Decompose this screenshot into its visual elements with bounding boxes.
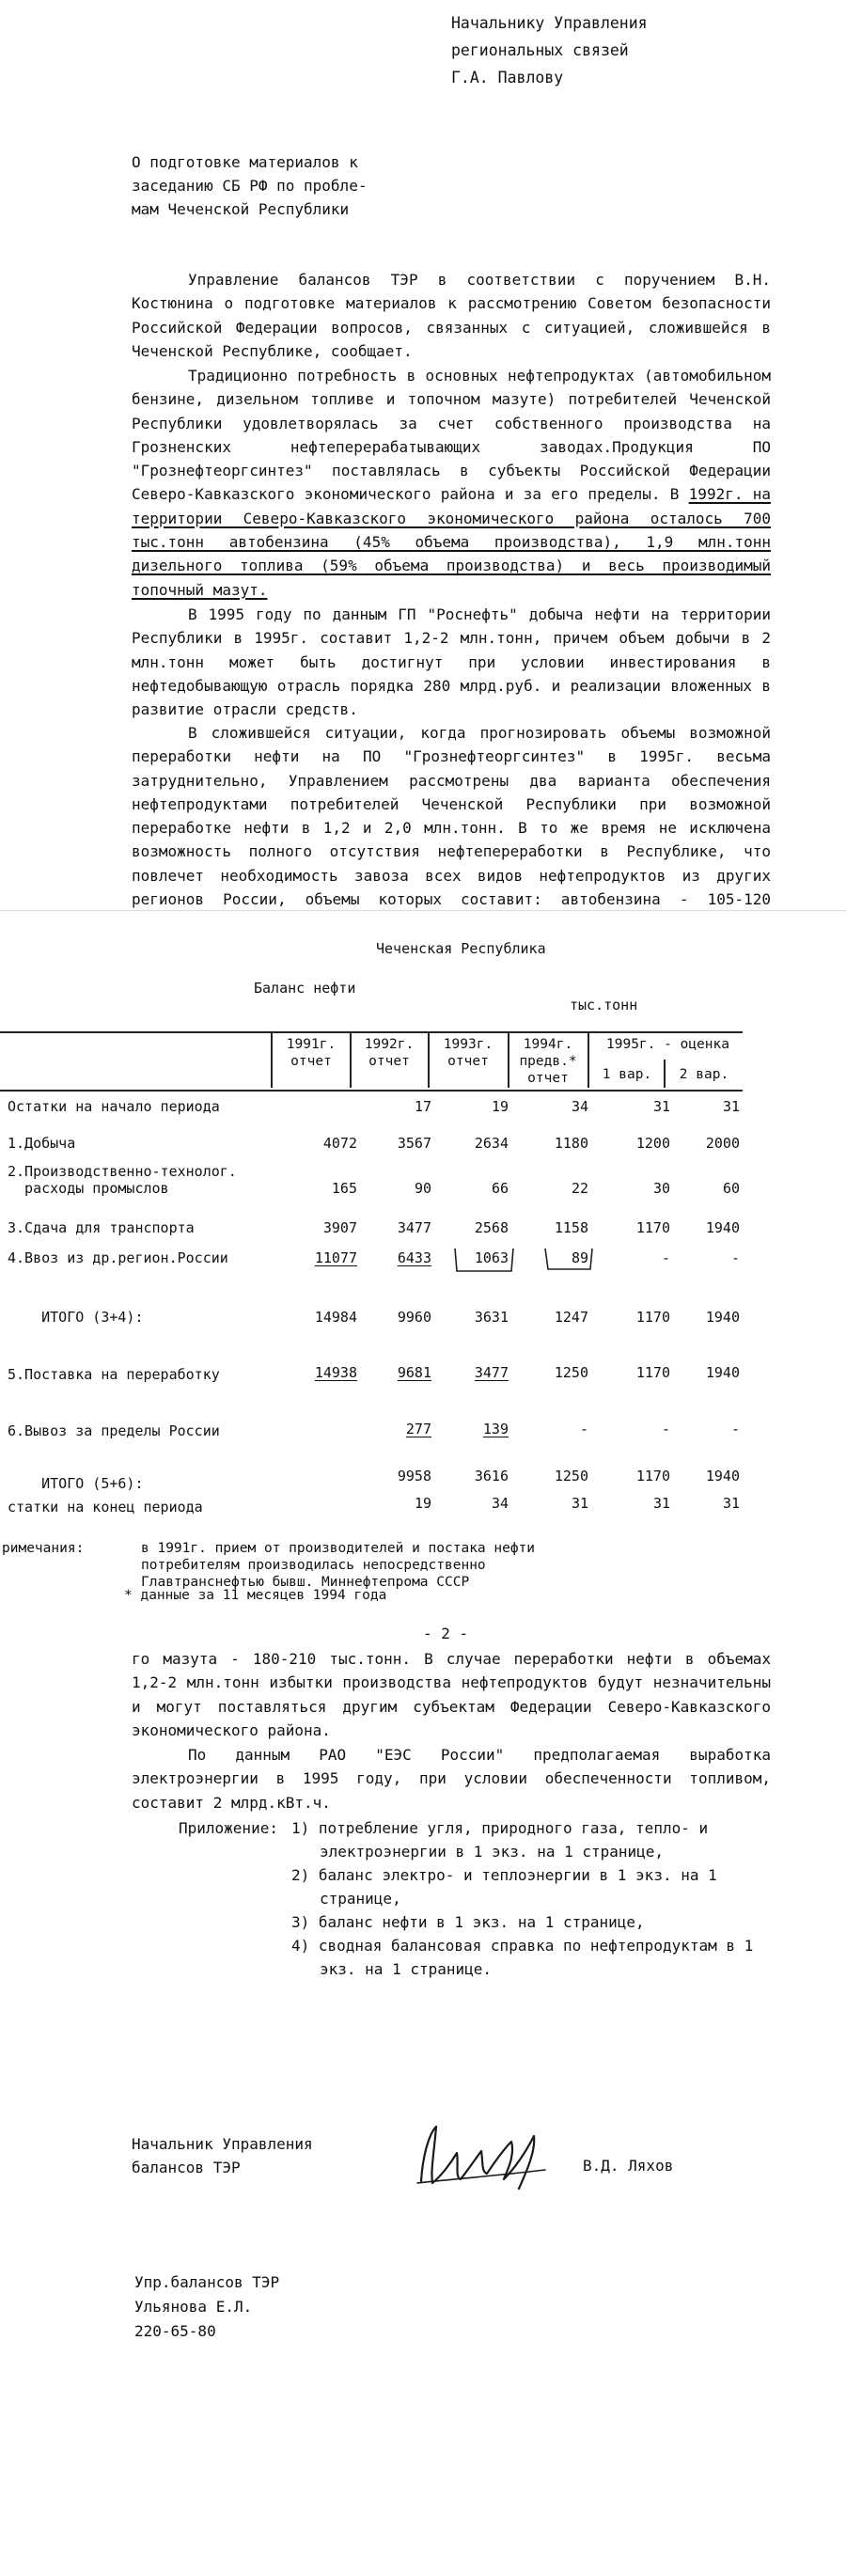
executor-line: 220-65-80 (134, 2322, 216, 2340)
header-1994: 1994г. предв.* отчет (519, 1037, 577, 1086)
table-cell: 4072 (322, 1135, 357, 1152)
addressee-line: региональных связей (451, 41, 629, 59)
letter-paragraph-4: В сложившейся ситуации, когда прогнозировать объемы возможной переработки нефти на ПО "Грознефтеоргсинтез" в 1995г. весьма затруднительно, Управлением рассмотрены два варианта обеспечения нефтепродуктами потребителей Чеченской Республики при возможной переработке нефти в 1,2 и 2,0 млн.тонн. В то же время не исключена возможность полного отсутствия нефтепереработки в Республике, что повлечет необходимость завоза всех видов нефтепродуктов из других регионов России, объемы которых составит: автобензина - 105-120 (132, 724, 771, 909)
header-1992: 1992г. отчет (364, 1037, 415, 1069)
table-cell: 1170 (635, 1309, 670, 1326)
row-label: ИТОГО (3+4): (8, 1309, 144, 1326)
table-cell: 19 (414, 1495, 431, 1512)
table-cell: - (730, 1249, 740, 1266)
signatory-title (132, 2132, 313, 2179)
addressee-line: Г.А. Павлову (451, 69, 564, 86)
table-cell: 14984 (314, 1309, 357, 1326)
table-cell: 34 (491, 1495, 509, 1512)
attachment-item: 3) баланс нефти в 1 экз. на 1 странице, (291, 1913, 645, 1931)
table-cell: - (730, 1421, 740, 1437)
table-cell: 9681 (397, 1364, 431, 1381)
table-cell: 31 (722, 1098, 740, 1115)
table-cell: 2568 (474, 1219, 509, 1236)
subject-line: заседанию СБ РФ по пробле- (132, 177, 368, 195)
table-cell: 2634 (474, 1135, 509, 1152)
row-label: 3.Сдача для транспорта (8, 1219, 195, 1236)
table-cell: 2000 (705, 1135, 740, 1152)
subject-line: О подготовке материалов к (132, 153, 358, 171)
table-cell: 89 (571, 1249, 588, 1266)
table-cell: 6433 (397, 1249, 431, 1266)
table-cell: 3907 (322, 1219, 357, 1236)
addressee-line: Начальнику Управления (451, 14, 648, 32)
table-cell: 1170 (635, 1219, 670, 1236)
executor-block (134, 2270, 279, 2344)
subject-block (132, 150, 367, 221)
table-cell: 17 (414, 1098, 431, 1115)
table-cell: 139 (482, 1421, 509, 1437)
table-cell: 1063 (474, 1249, 509, 1266)
header-variant-1: 1 вар. (602, 1067, 652, 1082)
table-cell: 34 (571, 1098, 588, 1115)
table-divider (588, 1031, 589, 1088)
header-1991: 1991г. отчет (286, 1037, 337, 1069)
table-cell: 9958 (397, 1468, 431, 1484)
table-cell: 165 (331, 1180, 357, 1197)
table-cell: 3477 (474, 1364, 509, 1381)
table-cell: 60 (722, 1180, 740, 1197)
handwritten-signature (414, 2113, 564, 2198)
page2-paragraph-2: По данным РАО "ЕЭС России" предполагаемая выработка электроэнергии в 1995 году, при условии обеспеченности топливом, составит 2 млрд.кВт.ч. (132, 1746, 771, 1812)
handwritten-bracket-marks (451, 1243, 611, 1280)
attachment-item: 1) потребление угля, природного газа, тепло- и электроэнергии в 1 экз. на 1 странице, (291, 1819, 709, 1861)
signatory-title-line: балансов ТЭР (132, 2159, 241, 2176)
table-cell: - (661, 1249, 670, 1266)
row-label: 5.Поставка на переработку (8, 1366, 220, 1383)
table-cell: 1247 (554, 1309, 588, 1326)
table-cell: 1250 (554, 1364, 588, 1381)
signatory-title-line: Начальник Управления (132, 2135, 313, 2153)
table-cell: 3631 (474, 1309, 509, 1326)
table-divider (428, 1031, 430, 1088)
table-cell: 3616 (474, 1468, 509, 1484)
table-cell: 1250 (554, 1468, 588, 1484)
row-label: статки на конец периода (8, 1499, 203, 1516)
table-cell: 1170 (635, 1468, 670, 1484)
table-cell: - (579, 1421, 588, 1437)
header-variant-2: 2 вар. (679, 1067, 729, 1082)
table-divider (350, 1031, 352, 1088)
table-cell: 19 (491, 1098, 509, 1115)
table-cell: 1170 (635, 1364, 670, 1381)
row-label: 4.Ввоз из др.регион.России (8, 1249, 228, 1266)
table-cell: 1200 (635, 1135, 670, 1152)
letter-paragraph-2 (132, 364, 771, 602)
executor-line: Ульянова Е.Л. (134, 2298, 253, 2316)
table-cell: 11077 (314, 1249, 357, 1266)
table-divider (664, 1060, 666, 1088)
row-label: 1.Добыча (8, 1135, 76, 1152)
note-line: Главтранснефтью бывш. Миннефтепрома СССР (141, 1575, 470, 1590)
table-cell: 1158 (554, 1219, 588, 1236)
row-label: 2.Производственно-технолог. расходы промыслов (8, 1163, 237, 1197)
table-divider (508, 1031, 509, 1088)
attachment-item: 2) баланс электро- и теплоэнергии в 1 экз. на 1 странице, (291, 1866, 717, 1908)
letter-paragraph-3: В 1995 году по данным ГП "Роснефть" добыча нефти на территории Республики в 1995г. составит 1,2-2 млн.тонн, причем объем добычи в 2 млн.тонн может быть достигнут при условии инвестирования в нефтедобывающую отрасль порядка 280 млрд.руб. и реализации вложенных в развитие отрасли средств. (132, 605, 771, 719)
addressee-block (451, 9, 648, 91)
table-cell: 1940 (705, 1364, 740, 1381)
table-cell: 1180 (554, 1135, 588, 1152)
header-1993: 1993г. отчет (443, 1037, 494, 1069)
table-cell: 1940 (705, 1219, 740, 1236)
table-cell: 31 (652, 1495, 670, 1512)
table-cell: 66 (491, 1180, 509, 1197)
note-line: потребителям производилась непосредственно (141, 1558, 486, 1573)
table-cell: 30 (652, 1180, 670, 1197)
highlighted-text: 1992г. на территории Северо-Кавказского экономического района осталось 700 тыс.тонн автобензина (45% объема производства), 1,9 млн.тонн дизельного топлива (59% объема производства) и весь производимый топочный мазут. (132, 485, 771, 599)
table-title: Чеченская Республика (376, 940, 546, 957)
executor-line: Упр.балансов ТЭР (134, 2273, 280, 2291)
footnote: * данные за 11 месяцев 1994 года (124, 1588, 387, 1603)
notes-label: римечания: (2, 1541, 85, 1556)
table-cell: 9960 (397, 1309, 431, 1326)
header-1995: 1995г. - оценка (606, 1037, 729, 1052)
table-cell: 31 (722, 1495, 740, 1512)
note-line: в 1991г. прием от производителей и постака нефти (141, 1541, 536, 1556)
row-label: ИТОГО (5+6): (8, 1475, 144, 1492)
page-number: - 2 - (423, 1625, 469, 1642)
table-unit: тыс.тонн (570, 997, 638, 1013)
subject-line: мам Чеченской Республики (132, 200, 350, 218)
table-cell: 22 (571, 1180, 588, 1197)
table-cell: 3567 (397, 1135, 431, 1152)
signatory-name: В.Д. Ляхов (583, 2157, 674, 2175)
row-label: Остатки на начало периода (8, 1098, 220, 1115)
row-label: 6.Вывоз за пределы России (8, 1422, 220, 1439)
table-subtitle: Баланс нефти (254, 980, 356, 997)
table-cell: 90 (414, 1180, 431, 1197)
table-divider (271, 1031, 273, 1088)
table-cell: 31 (571, 1495, 588, 1512)
page2-paragraph-1: го мазута - 180-210 тыс.тонн. В случае переработки нефти в объемах 1,2-2 млн.тонн избытки производства нефтепродуктов будут незначительны и могут поставляться другим субъектам Федерации Северо-Кавказского экономического района. (132, 1650, 771, 1739)
table-cell: 1940 (705, 1309, 740, 1326)
table-cell: - (661, 1421, 670, 1437)
table-cell: 14938 (314, 1364, 357, 1381)
paragraph-text: Традиционно потребность в основных нефтепродуктах (автомобильном бензине, дизельном топливе и топочном мазуте) потребителей Чеченской Республики удовлетворялась за счет собственного производства на Грозненских нефтеперерабатывающих заводах.Продукция ПО "Грознефтеоргсинтез" поставлялась в субъекты Российской Федерации Северо-Кавказского экономического района и за его пределы. В (132, 367, 771, 504)
table-cell: 31 (652, 1098, 670, 1115)
table-cell: 1940 (705, 1468, 740, 1484)
notes-block (141, 1540, 535, 1591)
table-cell: 3477 (397, 1219, 431, 1236)
table-cell: 277 (405, 1421, 431, 1437)
letter-paragraph-1: Управление балансов ТЭР в соответствии с поручением В.Н. Костюнина о подготовке материалов к рассмотрению Советом безопасности Российской Федерации вопросов, связанных с ситуацией, сложившейся в Чеченской Республике, сообщает. (132, 271, 771, 360)
attachment-item: 4) сводная балансовая справка по нефтепродуктам в 1 экз. на 1 странице. (291, 1937, 754, 1978)
attachments-label: Приложение: (179, 1819, 278, 1837)
